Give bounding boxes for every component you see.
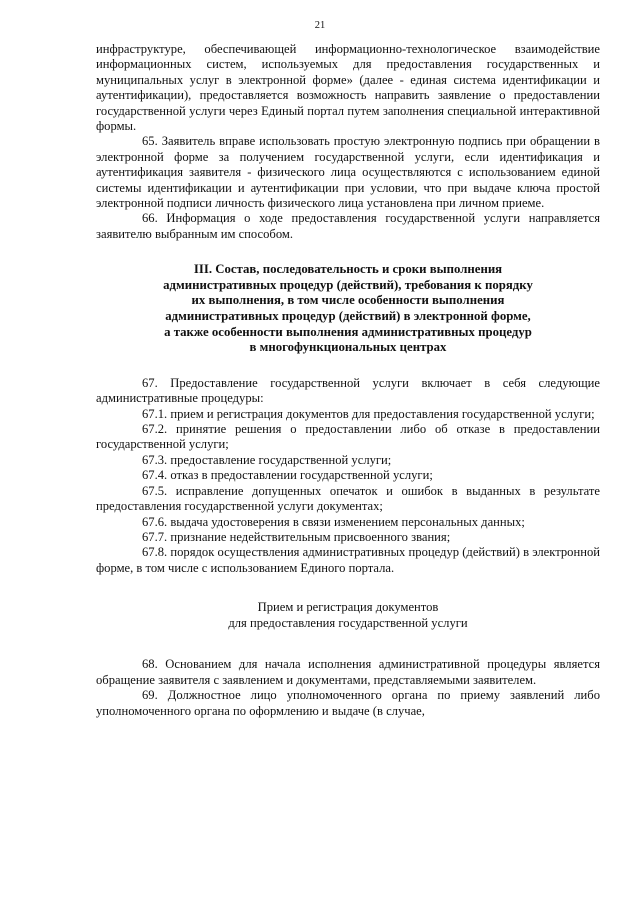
section-heading [96, 262, 600, 356]
subsection-heading-line: Прием и регистрация документов [257, 600, 439, 615]
paragraph-67: 67. Предоставление государственной услуги включает в себя следующие административные процедуры: [96, 375, 600, 406]
paragraph-65: 65. Заявитель вправе использовать простую электронную подпись при обращении в электронной форме за получением государственной услуги, если идентификация и аутентификация заявителя - физического лица осуществляются с использованием единой системы идентификации и аутентификации при условии, что при выдаче ключа простой электронной подписи личность физического лица установлена при личном приеме. [96, 134, 600, 211]
list-item: 67.2. принятие решения о предоставлении либо об отказе в предоставлении государственной услуги; [96, 422, 600, 452]
section-heading-line: административных процедур (действий), требования к порядку [163, 277, 533, 292]
list-item: 67.8. порядок осуществления административных процедур (действий) в электронной форме, в том числе с использованием Единого портала. [96, 545, 600, 575]
list-item: 67.4. отказ в предоставлении государственной услуги; [142, 468, 433, 483]
subsection-body [96, 657, 600, 719]
list-item: 67.1. прием и регистрация документов для предоставления государственной услуги; [142, 406, 595, 421]
list-item: 67.3. предоставление государственной услуги; [142, 452, 392, 467]
procedures-list [96, 376, 600, 576]
list-item: 67.6. выдача удостоверения в связи изменением персональных данных; [142, 514, 525, 529]
subsection-heading-line: для предоставления государственной услуги [228, 615, 468, 630]
subsection-heading [96, 600, 600, 631]
document-body [96, 42, 600, 719]
paragraph-66: 66. Информация о ходе предоставления государственной услуги направляется заявителю выбранным им способом. [96, 211, 600, 241]
section-heading-line: их выполнения, в том числе особенности выполнения [191, 293, 505, 308]
section-heading-line: административных процедур (действий) в электронной форме, [165, 309, 531, 324]
paragraph-69: 69. Должностное лицо уполномоченного органа по приему заявлений либо уполномоченного органа по оформлению и выдаче (в случае, [96, 688, 600, 718]
section-heading-line: III. Состав, последовательность и сроки выполнения [193, 262, 503, 277]
list-item: 67.5. исправление допущенных опечаток и ошибок в выданных в результате предоставления государственной услуги документах; [96, 483, 600, 514]
paragraph-68: 68. Основанием для начала исполнения административной процедуры является обращение заявителя с заявлением и документами, представляемыми заявителем. [96, 657, 600, 687]
page-number: 21 [314, 20, 326, 31]
section-heading-line: в многофункциональных центрах [249, 340, 447, 355]
list-item: 67.7. признание недействительным присвоенного звания; [142, 529, 451, 544]
section-heading-line: а также особенности выполнения административных процедур [164, 324, 532, 339]
paragraph-continuation: инфраструктуре, обеспечивающей информационно-технологическое взаимодействие информационных систем, используемых для предоставления государственных и муниципальных услуг в электронной форме» (далее - единая система идентификации и аутентификации), предоставляется возможность направить заявление о предоставлении государственной услуги через Единый портал путем заполнения специальной интерактивной формы. [96, 42, 600, 134]
